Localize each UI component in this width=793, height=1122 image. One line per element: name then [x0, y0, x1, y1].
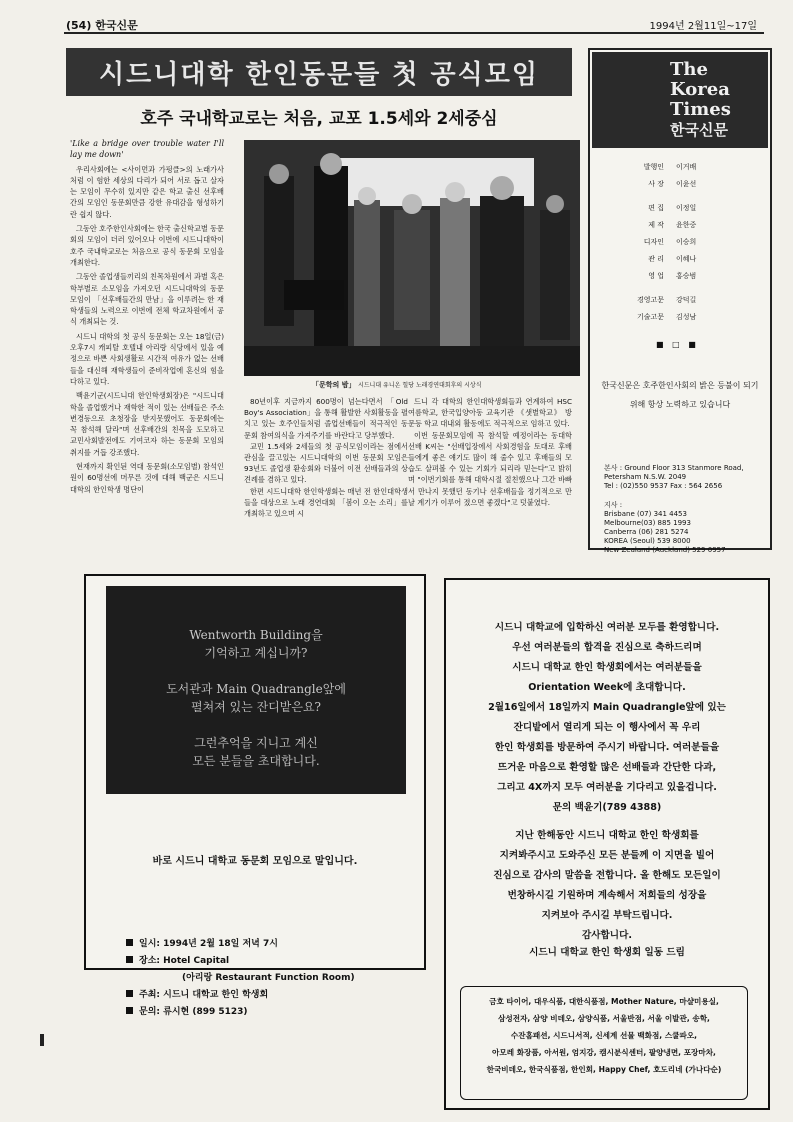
article-paragraph: 드니 각 대학의 한인대학생회들과 연계하여 HSC여름학교, 한국입양아동 교육기관 《샛별학교》 방문등 학교 대내외 활동에도 적극적으로 임하고 있다.	[408, 397, 572, 429]
caption-subtext: 시드니대 유니온 힐당 노래경연대회후의 시상식	[357, 382, 482, 389]
staff-name: 강덕길	[676, 296, 697, 304]
address-label: 본사 :	[604, 464, 623, 472]
masthead-message: 한국신문은 호주한인사회의 밝은 등불이 되기 위해 항상 노력하고 있습니다	[601, 381, 759, 409]
detail-text: 일시: 1994년 2월 18일 저녁 7시	[139, 939, 278, 949]
nostalgia-line: 펼쳐져 있는 잔디밭은요?	[191, 700, 321, 714]
thanks-message	[452, 826, 762, 946]
staff-name: 윤한중	[676, 221, 697, 229]
caption-title: 「문학의 밤」	[312, 381, 356, 389]
staff-row	[600, 312, 760, 322]
invitation-text: 바로 시드니 대학교 동문회 모임으로 말입니다.	[152, 856, 358, 867]
logo-korean: 한국신문	[670, 121, 728, 139]
bullet-square-icon	[126, 956, 133, 963]
issue-date: 1994년 2월11일~17일	[649, 21, 757, 32]
nostalgia-line: 기억하고 계십니까?	[204, 646, 308, 660]
divider-squares: ■ □ ■	[656, 340, 699, 349]
logo-line: The	[670, 59, 708, 80]
staff-role: 제 작	[648, 221, 664, 229]
staff-list	[600, 162, 760, 329]
paper-name: 한국신문	[95, 19, 138, 32]
staff-role: 사 장	[648, 180, 664, 188]
nostalgia-line: 모든 분들을 초대합니다.	[192, 754, 320, 768]
address: Ground Floor 313 Stanmore Road, Petersham N.S.W. 2049	[604, 464, 744, 481]
staff-row	[600, 203, 760, 213]
article-paragraph: 그동안 호주한인사회에는 한국 출신학교별 동문회의 모임이 더러 있어오나 이번에 시드니대학이 호주 국내학교로는 처음으로 공식 동문회 모임을 개최한다.	[70, 224, 225, 267]
branch-line: Melbourne(03) 885 1993	[604, 519, 691, 527]
article-paragraph: 백윤기군(시드니대 한인학생회장)은 "시드니대학을 졸업했거나 재학한 적이 있는 선배들은 주소변경등으로 초청장을 받지못했어도 동문회에는 꼭 참석해 달라"며 선후배간의 친목을 도모하고 교민사회발전에도 기여코자 하는 동문회 모임의 취지를 거듭 강조했다.	[70, 391, 224, 457]
event-details	[126, 936, 355, 1021]
welcome-line: 뜨거운 마음으로 환영할 많은 선배들과 간단한 다과,	[497, 762, 717, 773]
bullet-square-icon	[126, 939, 133, 946]
address-block	[604, 464, 764, 555]
staff-name: 홍승범	[676, 272, 697, 280]
thanks-line: 진심으로 감사의 말씀을 전합니다. 올 한해도 모든일이	[493, 870, 721, 881]
thanks-line: 지난 한해동안 시드니 대학교 한인 학생회를	[515, 830, 699, 841]
headline-banner	[66, 48, 572, 96]
welcome-line: 그리고 4X까지 모두 여러분을 기다리고 있을겁니다.	[497, 782, 717, 793]
page-number: (54)	[66, 19, 92, 32]
article-paragraph: 80년이후 지금까지 600명이 넘는다면서 「Old Boy's Association」을 통해 활발한 사회활동을 펼치고 있는 호주인들처럼 졸업선배들이 적극적인 동문회 참여의식을 가져주기를 바란다고 당부했다.	[244, 397, 408, 440]
staff-name: 이윤선	[676, 180, 697, 188]
photo-illustration	[244, 140, 580, 376]
sponsor-line: 아모레 화장품, 아서원, 엄지강, 캠시분식센터, 팔양냉면, 포장마차,	[492, 1048, 716, 1057]
branch-line: KOREA (Seoul) 539 8000	[604, 537, 691, 545]
detail-row	[126, 970, 355, 987]
staff-name: 이혜나	[676, 255, 697, 263]
subheadline: 호주 국내학교로는 처음, 교포 1.5세와 2세중심	[140, 109, 498, 129]
staff-row	[600, 162, 760, 172]
staff-row	[600, 295, 760, 305]
logo-line: Times	[670, 99, 731, 120]
thanks-line: 지켜보아 주시길 부탁드립니다.	[541, 910, 673, 921]
article-paragraph: 교민 1.5세와 2세들의 첫 공식모임이라는 점에서 관심을 끌고있는 시드니대학의 이번 동문회 모임은 93년도 졸업생 환송회와 더불어 이전 선배들과의 상견례를 겸하고 있다.	[244, 441, 408, 485]
article-paragraph: 이번 동문회모임에 꼭 참석할 예정이라는 동대학 선배 K씨는 "선배입장에서 사회경험을 토대로 후배들에게 좋은 얘기도 많이 해 줄수 있고 후배들의 모습도 살펴볼 수 있는 기회가 되리라 믿는다"고 밝히며 "이번기회를 통해 대학시절 절친했으나 그간 바빠서 만나지 못했던 동기나 선후배들을 정기적으로 만날 계기가 이루어 졌으면 좋겠다"고 덧붙였다.	[408, 430, 572, 507]
nostalgia-box	[106, 586, 406, 794]
masthead-box	[588, 48, 772, 554]
article-column-right	[408, 396, 572, 508]
event-photo	[244, 140, 580, 376]
staff-role: 디자인	[643, 238, 664, 246]
logo-line: Korea	[670, 79, 730, 100]
staff-row	[600, 271, 760, 281]
article-paragraph: 현재까지 확인된 역대 동문회(소모임별) 참석인원이 60명선에 머무른 것에 대해 백군은 시드니대학의 한인학생 명단이	[70, 462, 224, 494]
welcome-line: 한인 학생회를 방문하여 주시기 바랍니다. 여러분들을	[494, 742, 720, 753]
detail-row	[126, 936, 355, 953]
margin-mark	[40, 1034, 44, 1046]
staff-row	[600, 237, 760, 247]
sponsor-line: 한국비데오, 한국식품점, 한인회, Happy Chef, 호도리네 (가나다순)	[486, 1065, 722, 1074]
detail-text: (아리랑 Restaurant Function Room)	[182, 973, 355, 983]
staff-row	[600, 179, 760, 189]
detail-text: 장소: Hotel Capital	[139, 956, 230, 966]
sponsor-line: 삼성전자, 삼양 비데오, 삼양식품, 서울반점, 서울 이발관, 송학,	[498, 1014, 710, 1023]
thanks-line: 지켜봐주시고 도와주신 모든 분들께 이 지면을 빌어	[499, 850, 715, 861]
staff-row	[600, 254, 760, 264]
staff-row	[600, 220, 760, 230]
masthead-logo	[592, 52, 768, 148]
welcome-line: 시드니 대학교에 입학하신 여러분 모두를 환영합니다.	[494, 622, 720, 633]
article-paragraph: 한편 시드니대학 한인학생회는 매년 전 한인대학생들을 대상으로 노래 경연대회 「봄이 오는 소리」를 개최하고 있으며 시	[244, 486, 408, 519]
bullet-square-icon	[126, 1007, 133, 1014]
staff-name: 김성남	[676, 313, 697, 321]
welcome-ad	[444, 578, 770, 1110]
sponsor-line: 금호 타이어, 대우식품, 대한식품점, Mother Nature, 마샬미용실,	[489, 997, 719, 1006]
branch-line: New Zealand (Auckland) 529 0957	[604, 546, 726, 554]
article-quote: 'Like a bridge over trouble water I'll lay me down'	[70, 139, 224, 160]
staff-role: 발행인	[643, 163, 664, 171]
welcome-line: Orientation Week에 초대합니다.	[528, 682, 686, 693]
welcome-line: 잔디밭에서 열리게 되는 이 행사에서 꼭 우리	[513, 722, 701, 733]
detail-row	[126, 1004, 355, 1021]
bullet-square-icon	[126, 990, 133, 997]
nostalgia-line: Wentworth Building을	[189, 628, 323, 642]
headline: 시드니대학 한인동문들 첫 공식모임	[99, 59, 539, 90]
sponsor-list	[460, 986, 748, 1100]
article-paragraph: 시드니 대학의 첫 공식 동문회는 오는 18일(금) 오후7시 캐피탈 호텔내 아리랑 식당에서 있을 예정으로 바쁜 사회생활로 시간적 여유가 없는 선배들을 대신해 재학생들이 준비작업에 혼신의 힘을 다하고 있다.	[70, 331, 224, 386]
photo-caption	[312, 380, 482, 390]
detail-text: 주최: 시드니 대학교 한인 학생회	[139, 990, 269, 1000]
branch-line: Brisbane (07) 341 4453	[604, 510, 687, 518]
welcome-line: 2월16일에서 18일까지 Main Quadrangle앞에 있는	[488, 702, 726, 713]
detail-text: 문의: 류시현 (899 5123)	[139, 1007, 248, 1017]
contact-line: 문의 백윤기(789 4388)	[552, 802, 662, 813]
welcome-message	[452, 618, 762, 818]
thanks-line: 번창하시길 기원하며 계속해서 저희들의 성장을	[507, 890, 707, 901]
nostalgia-line: 그런추억을 지니고 계신	[194, 736, 318, 750]
nostalgia-line: 도서관과 Main Quadrangle앞에	[166, 682, 346, 696]
page-header-left	[66, 17, 138, 33]
tel-fax: Tel : (02)550 9537 Fax : 564 2656	[604, 482, 723, 490]
staff-role: 영 업	[648, 272, 664, 280]
welcome-line: 시드니 대학교 한인 학생회에서는 여러분들을	[512, 662, 702, 673]
staff-role: 관 리	[648, 255, 664, 263]
detail-row	[126, 987, 355, 1004]
header-rule	[64, 32, 764, 34]
article-column-middle	[244, 396, 408, 519]
staff-name: 이승희	[676, 238, 697, 246]
welcome-line: 우선 여러분들의 합격을 진심으로 축하드리며	[512, 642, 702, 653]
branch-label: 지사 :	[604, 501, 623, 509]
signature: 시드니 대학교 한인 학생회 일동 드림	[529, 947, 685, 958]
staff-name: 이정일	[676, 204, 697, 212]
staff-role: 경영고문	[636, 296, 664, 304]
branch-line: Canberra (06) 281 5274	[604, 528, 689, 536]
staff-name: 이거배	[676, 163, 697, 171]
alumni-invitation-ad	[84, 574, 426, 1017]
article-paragraph: 우리사회에는 <사이먼과 가펑클>의 노래가사처럼 이 험한 세상의 다리가 되어 서로 돕고 살자는 모임이 무수히 있지만 같은 학교 출신 선후배간의 모임인 동문회만큼 강한 유대감을 형성하기란 쉽지 않다.	[70, 164, 224, 219]
thanks-line: 감사합니다.	[582, 930, 632, 941]
article-paragraph: 그동안 졸업생들끼리의 친목차원에서 과별 혹은 학부별로 소모임을 가져오던 시드니대학의 동문모임이 「선후배들간의 만남」을 이루려는 한 재학생들의 노력으로 이번에 전체 학교차원에서 공식 개최되는 것.	[70, 272, 225, 327]
article-column-left	[70, 138, 224, 498]
staff-role: 편 집	[648, 204, 664, 212]
sponsor-line: 수잔홈패션, 시드니서적, 신세계 선물 백화점, 스쿨파오,	[510, 1031, 698, 1040]
detail-row	[126, 953, 355, 970]
staff-role: 기술고문	[636, 313, 664, 321]
